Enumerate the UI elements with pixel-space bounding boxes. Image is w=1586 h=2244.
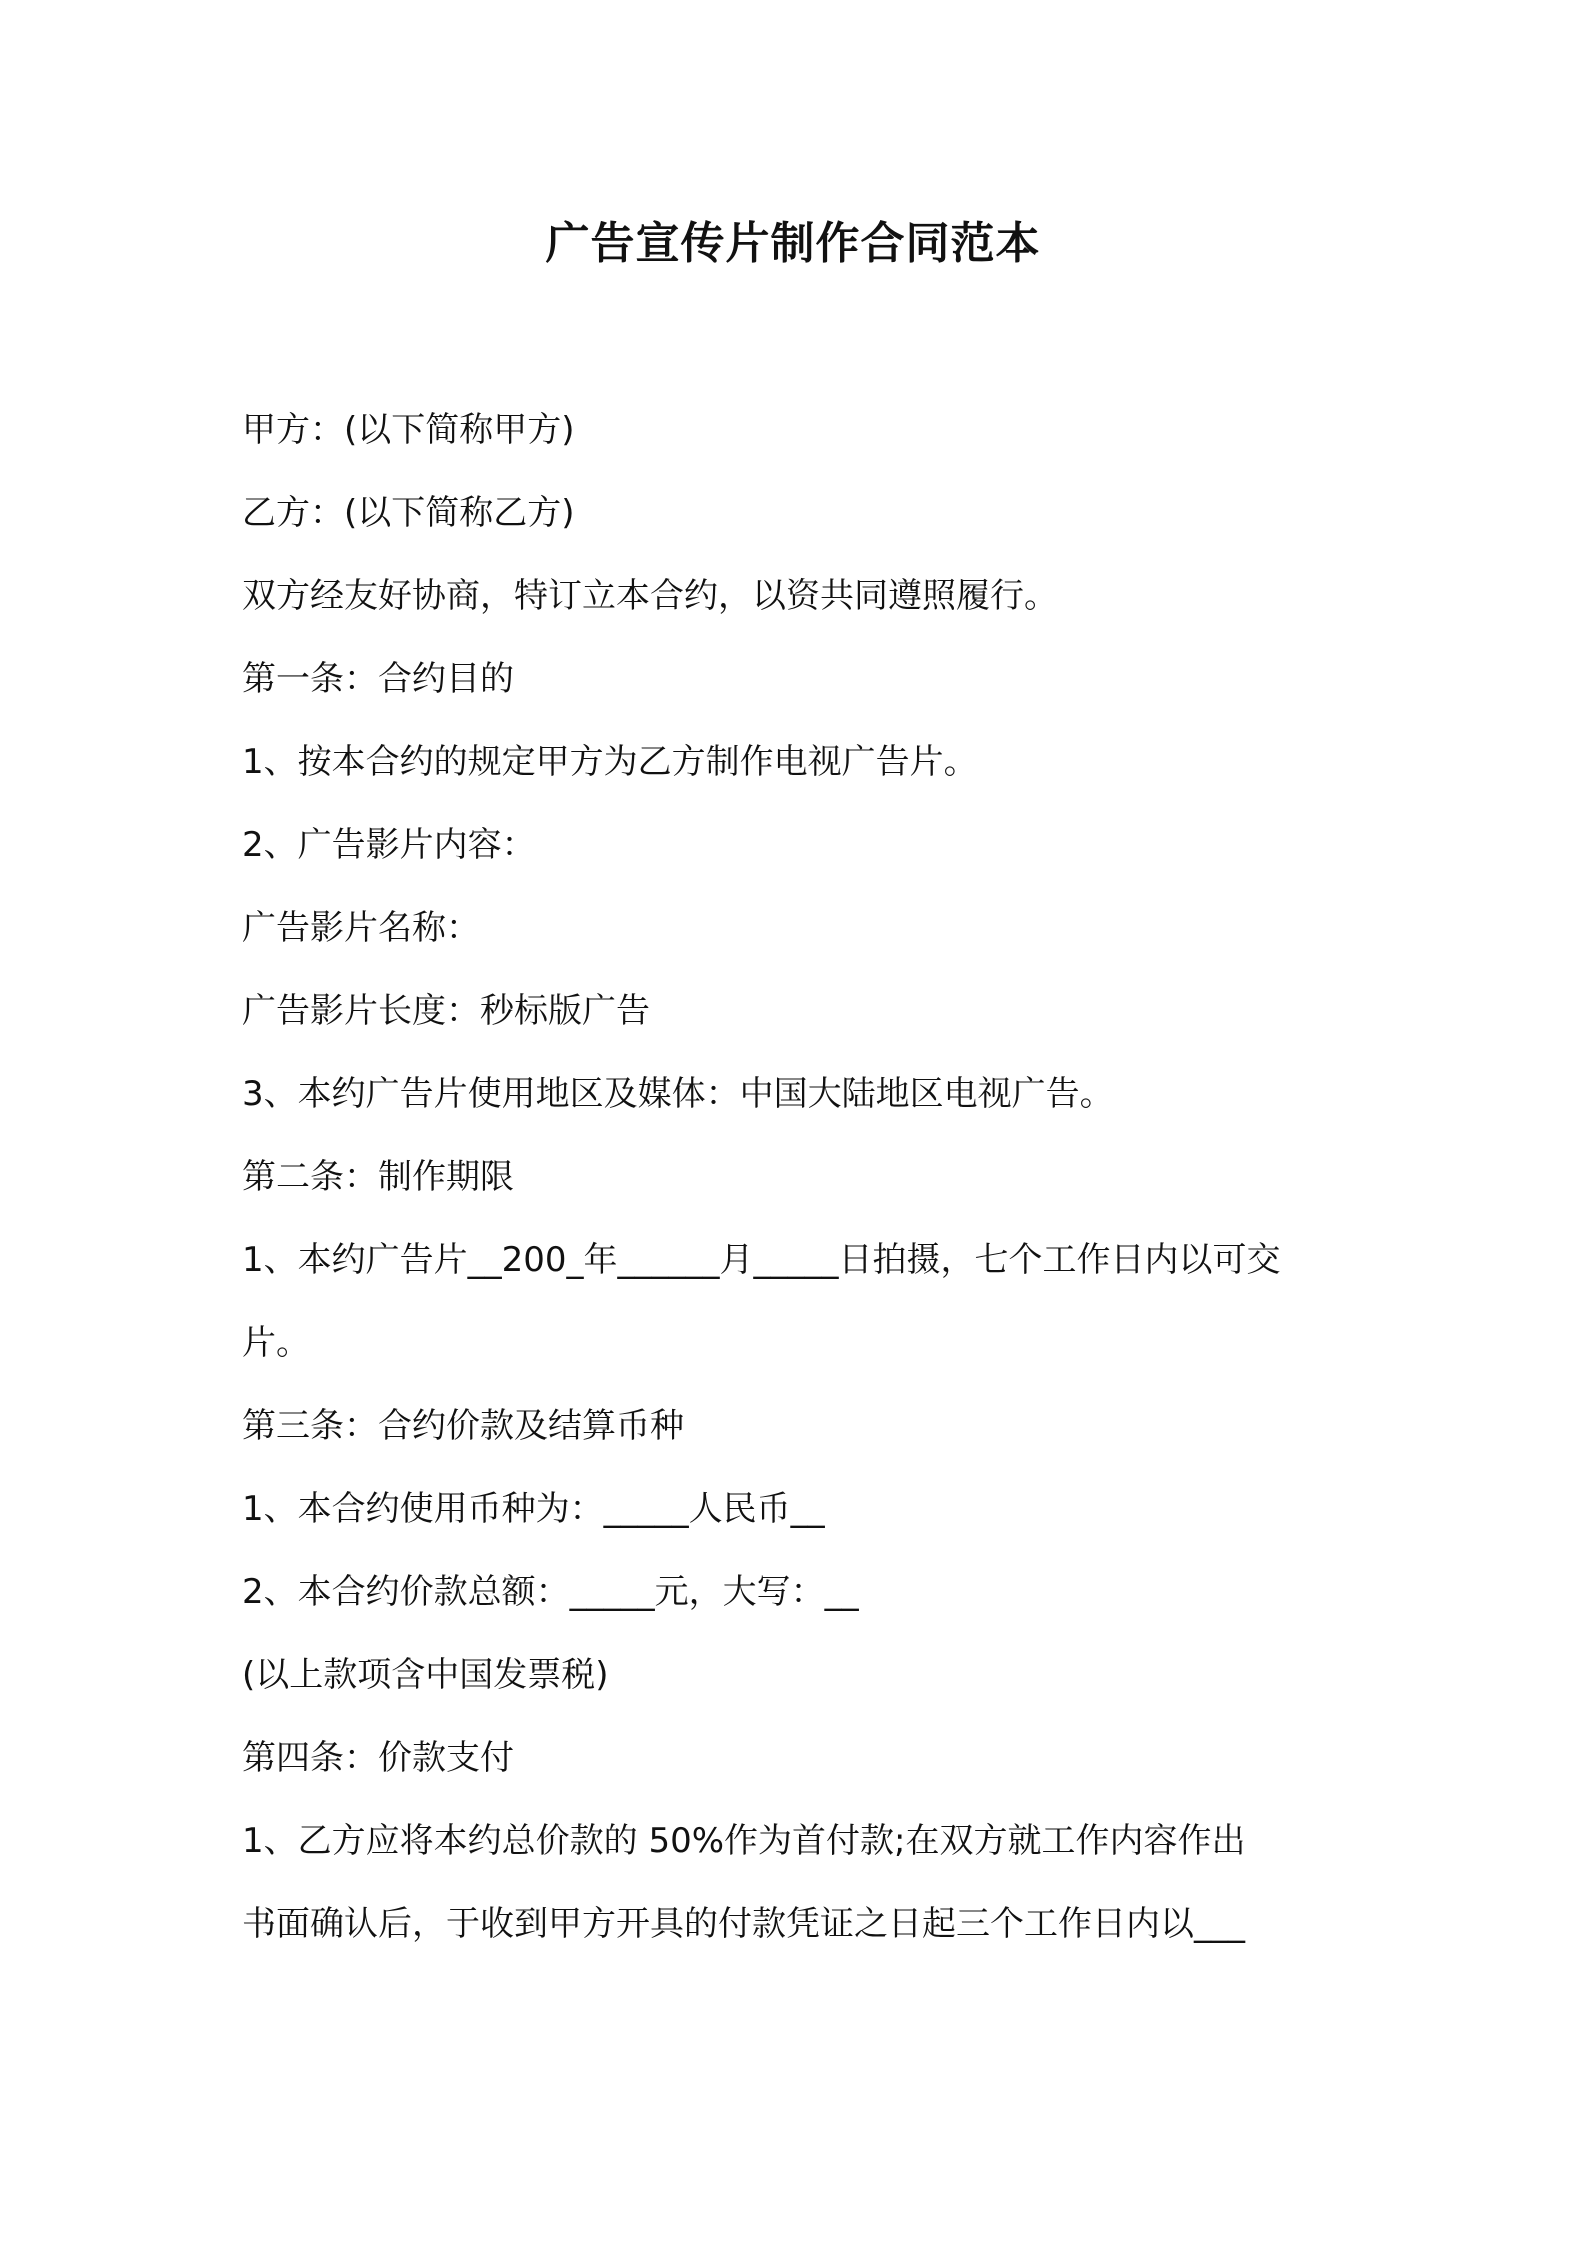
article-2-heading: 第二条：制作期限	[242, 1157, 514, 1197]
article-4-clause-1: 1、乙方应将本约总价款的 50%作为首付款;在双方就工作内容作出	[242, 1821, 1246, 1861]
document-title: 广告宣传片制作合同范本	[545, 218, 1041, 269]
ad-film-name-line: 广告影片名称：	[242, 908, 480, 948]
party-b-line: 乙方：(以下简称乙方)	[242, 493, 575, 533]
preamble-line: 双方经友好协商，特订立本合约，以资共同遵照履行。	[242, 576, 1058, 616]
party-a-line: 甲方：(以下简称甲方)	[242, 410, 575, 450]
article-2-clause-1: 1、本约广告片__200_年______月_____日拍摄，七个工作日内以可交	[242, 1240, 1281, 1280]
article-1-clause-3: 3、本约广告片使用地区及媒体：中国大陆地区电视广告。	[242, 1074, 1114, 1114]
article-3-clause-2: 2、本合约价款总额：_____元，大写：__	[242, 1572, 859, 1612]
article-4-clause-1-continued: 书面确认后，于收到甲方开具的付款凭证之日起三个工作日内以___	[242, 1904, 1245, 1944]
tax-note-line: (以上款项含中国发票税)	[242, 1655, 609, 1695]
article-2-clause-1-continued: 片。	[242, 1323, 310, 1363]
article-4-heading: 第四条：价款支付	[242, 1738, 514, 1778]
article-3-clause-1: 1、本合约使用币种为：_____人民币__	[242, 1489, 825, 1529]
document-body	[242, 408, 1362, 1985]
article-1-clause-1: 1、按本合约的规定甲方为乙方制作电视广告片。	[242, 742, 978, 782]
ad-film-length-line: 广告影片长度：秒标版广告	[242, 991, 650, 1031]
article-3-heading: 第三条：合约价款及结算币种	[242, 1406, 684, 1446]
article-1-heading: 第一条：合约目的	[242, 659, 514, 699]
article-1-clause-2: 2、广告影片内容：	[242, 825, 536, 865]
